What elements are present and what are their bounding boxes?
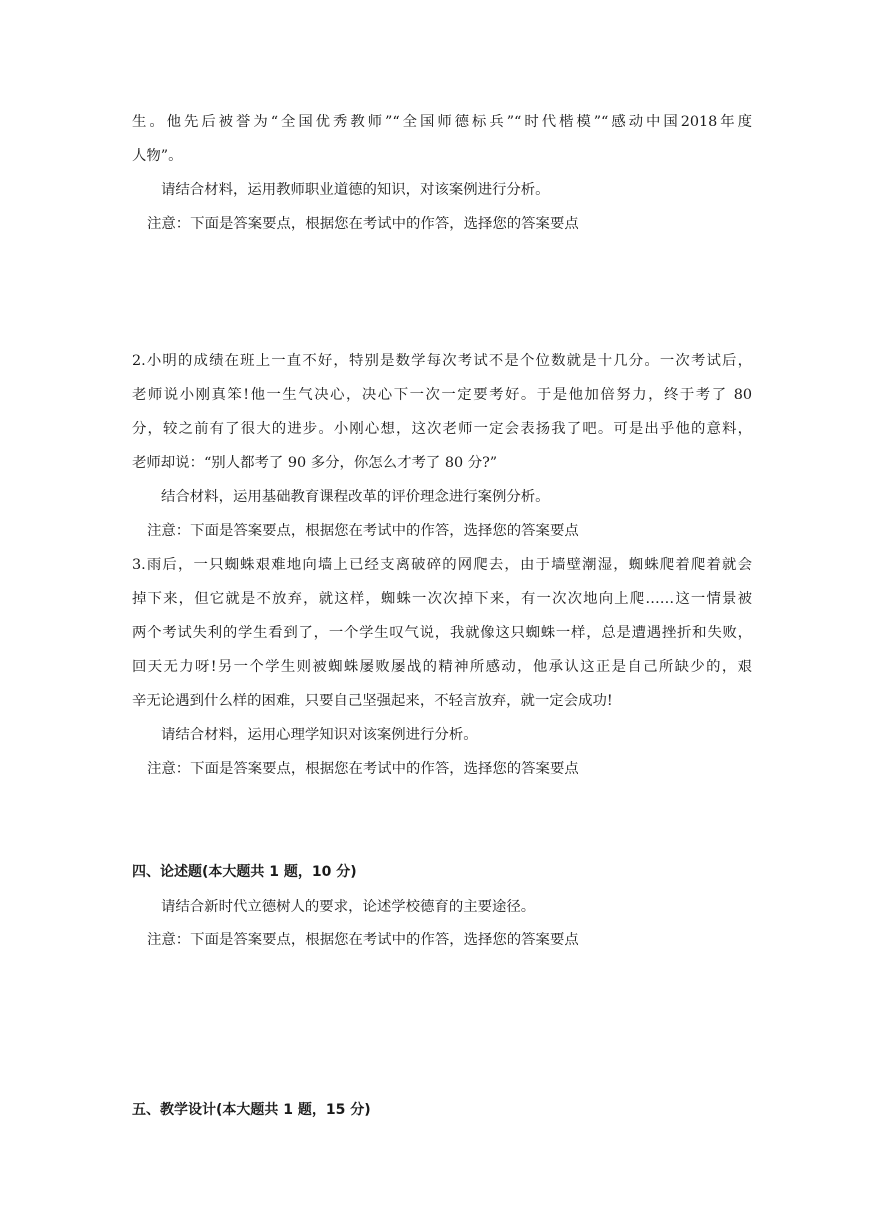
q3-paragraph-line: 掉下来，但它就是不放弃，就这样，蜘蛛一次次掉下来，有一次次地向上爬……这一情景被 bbox=[132, 591, 752, 607]
q2-answer-note: 注意：下面是答案要点，根据您在考试中的作答，选择您的答案要点 bbox=[147, 523, 579, 539]
q2-paragraph-line: 老师说小刚真笨!他一生气决心，决心下一次一定要考好。于是他加倍努力，终于考了 80 bbox=[132, 387, 752, 403]
q2-paragraph-line: 2.小明的成绩在班上一直不好，特别是数学每次考试不是个位数就是十几分。一次考试后， bbox=[132, 353, 752, 369]
section5-heading: 五、教学设计(本大题共 1 题，15 分) bbox=[132, 1102, 371, 1118]
section4-prompt: 请结合新时代立德树人的要求，论述学校德育的主要途径。 bbox=[161, 899, 536, 915]
q2-paragraph-line: 分，较之前有了很大的进步。小刚心想，这次老师一定会表扬我了吧。可是出乎他的意料， bbox=[132, 421, 752, 437]
q1-prompt: 请结合材料，运用教师职业道德的知识，对该案例进行分析。 bbox=[161, 182, 550, 198]
q3-paragraph-line: 3.雨后，一只蜘蛛艰难地向墙上已经支离破碎的网爬去，由于墙壁潮湿，蜘蛛爬着爬着就会 bbox=[132, 557, 752, 573]
q2-prompt: 结合材料，运用基础教育课程改革的评价理念进行案例分析。 bbox=[161, 489, 550, 505]
section4-heading: 四、论述题(本大题共 1 题，10 分) bbox=[132, 864, 357, 880]
q3-paragraph-line: 两个考试失利的学生看到了，一个学生叹气说，我就像这只蜘蛛一样，总是遭遇挫折和失败， bbox=[132, 625, 752, 641]
q3-answer-note: 注意：下面是答案要点，根据您在考试中的作答，选择您的答案要点 bbox=[147, 761, 579, 777]
q1-paragraph-line: 生。他先后被誉为“全国优秀教师”“全国师德标兵”“时代楷模”“感动中国2018年度 bbox=[132, 114, 752, 130]
q3-paragraph-line: 辛无论遇到什么样的困难，只要自己坚强起来，不轻言放弃，就一定会成功! bbox=[132, 693, 613, 709]
section4-answer-note: 注意：下面是答案要点，根据您在考试中的作答，选择您的答案要点 bbox=[147, 932, 579, 948]
q1-paragraph-line: 人物”。 bbox=[132, 148, 183, 164]
q1-answer-note: 注意：下面是答案要点，根据您在考试中的作答，选择您的答案要点 bbox=[147, 216, 579, 232]
q3-paragraph-line: 回天无力呀!另一个学生则被蜘蛛屡败屡战的精神所感动，他承认这正是自己所缺少的，艰 bbox=[132, 659, 752, 675]
q3-prompt: 请结合材料，运用心理学知识对该案例进行分析。 bbox=[161, 727, 478, 743]
q2-paragraph-line: 老师却说：“别人都考了 90 多分，你怎么才考了 80 分?” bbox=[132, 455, 498, 471]
